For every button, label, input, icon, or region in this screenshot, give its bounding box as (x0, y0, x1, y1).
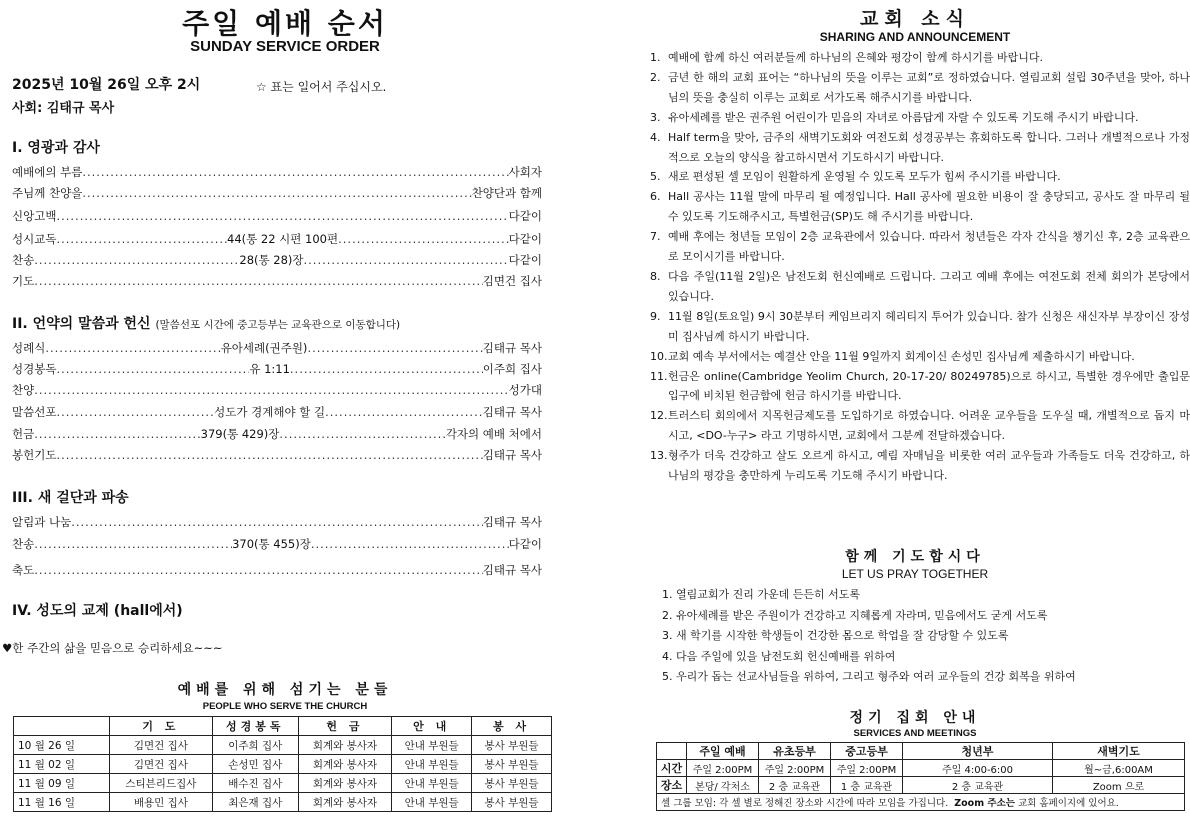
table-row: 시간 주일 2:00PM 주일 2:00PM 주일 2:00PM 주일 4:00-6:00 월~금,6:00AM (657, 760, 1185, 777)
order-item: 성례식 ..... 유아세례(권주원) ..... 김태규 목사 (12, 339, 542, 357)
table-header-row: 주일 예배 유초등부 중고등부 청년부 새벽기도 (657, 743, 1185, 760)
order-item: 알림과 나눔 ..... 김태규 목사 (12, 513, 542, 531)
servers-table (13, 716, 552, 812)
meetings-table (656, 742, 1185, 811)
order-item: 성시교독 ..... 44(통 22 시편 100편 ..... 다같이 (12, 230, 542, 248)
list-item: 8. 다음 주일(11월 2일)은 남전도회 헌신예배로 드립니다. 그리고 예배 후에는 여전도회 전체 회의가 본당에서 있습니다. (650, 269, 1190, 303)
list-item: 4. Half term을 맞아, 금주의 새벽기도회와 여전도회 성경공부는 휴회하도록 합니다. 그러나 개별적으로나 가정적으로 오늘의 양식을 참고하시면서 기도하시기 바랍니다. (650, 130, 1190, 164)
list-item: 5. 우리가 돕는 선교사님들을 위하여, 그리고 형주와 여러 교우들의 건강 회복을 위하여 (662, 670, 1076, 683)
list-item: 13. 형주가 더욱 건강하고 살도 오르게 하시고, 예림 자매님을 비롯한 여러 교우들과 가족들도 더욱 건강하고, 하나님의 평강을 충만하게 누리도록 기도해 주시기 바랍니다. (650, 449, 1190, 483)
order-item: 성경봉독 ..... 유 1:11 ..... 이주희 집사 (12, 360, 542, 378)
order-item: 축도 ..... 김태규 목사 (12, 561, 542, 579)
table-row: 장소 본당/ 각처소 2 층 교육관 1 층 교육관 2 층 교육관 Zoom 으로 (657, 777, 1185, 794)
order-item: 봉헌기도 ..... 김태규 목사 (12, 446, 542, 464)
stand-star-icon (12, 563, 13, 577)
section-heading: II. 언약의 말씀과 헌신 (말씀선포 시간에 중고등부는 교육관으로 이동합니다) (12, 316, 401, 332)
order-item: 찬송 ..... 28(통 28)장 ..... 다같이 (12, 251, 542, 269)
table-header-row: 기 도 성경봉독 헌 금 안 내 봉 사 (14, 717, 552, 736)
servers-title-en: PEOPLE WHO SERVE THE CHURCH (202, 701, 368, 712)
order-item: 찬양 ..... 성가대 (12, 381, 542, 399)
section-heading: III. 새 걸단과 파송 (12, 490, 129, 506)
prayer-title-en: LET US PRAY TOGETHER (841, 567, 989, 581)
service-order-title-en: SUNDAY SERVICE ORDER (190, 38, 380, 55)
table-row: 11 월 02 일 김면건 집사 손성민 집사 회계와 봉사자 안내 부원들 봉사 부원들 (14, 755, 552, 774)
list-item: 1. 예배에 함께 하신 여러분들께 하나님의 은혜와 평강이 함께 하시기를 바랍니다. (650, 51, 1043, 64)
servers-title: 예배를 위해 섬기는 분들 (177, 682, 393, 698)
list-item: 6. Hall 공사는 11월 말에 마무리 될 예정입니다. Hall 공사에 필요한 비용이 잘 충당되고, 공사도 잘 마무리 될 수 있도록 기도해주시고, 특별헌금(SP)도 해 주시기를 바랍니다. (650, 190, 1190, 224)
order-item: 말씀선포 ..... 성도가 경계해야 할 길 ..... 김태규 목사 (12, 403, 542, 421)
list-item: 2. 금년 한 해의 교회 표어는 “하나님의 뜻을 이루는 교회”로 정하였습니다. 열림교회 설립 30주년을 맞아, 하나님의 뜻을 충실히 이루는 교회로 서가도록 해주시기를 바랍니다. (650, 70, 1190, 104)
table-row (657, 794, 1185, 811)
order-item: 찬송 ..... 370(통 455)장 ..... 다같이 (12, 535, 542, 553)
blessing-message: ♥한 주간의 삶을 믿음으로 승리하세요~~~ (2, 641, 223, 655)
order-item: 기도 ..... 김면건 집사 (12, 272, 542, 290)
prayer-title: 함께 기도합시다 (845, 549, 985, 565)
list-item: 5. 새로 편성된 셀 모임이 원활하게 운영될 수 있도록 모두가 힘써 주시기를 바랍니다. (650, 170, 1061, 184)
table-row: 11 월 09 일 스티븐리드집사 배수진 집사 회계와 봉사자 안내 부원들 봉사 부원들 (14, 774, 552, 793)
service-order-title: 주일 예배 순서 (182, 7, 388, 40)
list-item: 2. 유아세례를 받은 주원이가 건강하고 지혜롭게 자라며, 믿음에서도 굳게 서도록 (662, 608, 1048, 622)
list-item: 11. 헌금은 online(Cambridge Yeolim Church, 20-17-20/ 80249785)으로 하시고, 특별한 경우에만 출입문 입구에 비치된 헌금함에 헌금 하시기를 바랍니다. (650, 369, 1190, 403)
list-item: 10. 교회 예속 부서에서는 예결산 안을 11월 9일까지 회계이신 손성민 집사님께 제출하시기 바랍니다. (650, 349, 1135, 363)
order-item: 예배에의 부름 ..... 사회자 (12, 163, 542, 181)
list-item: 1. 열림교회가 진리 가운데 든든히 서도록 (662, 588, 860, 601)
order-item: 신앙고백 ..... 다같이 (12, 207, 542, 225)
announcements-column (640, 0, 1190, 818)
service-order-column (0, 0, 560, 818)
announcements-title: 교회 소식 (859, 8, 971, 30)
table-row: 11 월 16 일 배용민 집사 최은재 집사 회계와 봉사자 안내 부원들 봉사 부원들 (14, 793, 552, 812)
section-heading: IV. 성도의 교제 (hall에서) (12, 603, 183, 619)
list-item: 4. 다음 주일에 있을 남전도회 헌신예배를 위하여 (662, 649, 896, 663)
meetings-title-en: SERVICES AND MEETINGS (853, 728, 977, 739)
list-item: 3. 새 학기를 시작한 학생들이 건강한 몸으로 학업을 잘 감당할 수 있도록 (662, 629, 1009, 642)
order-item: 헌금 ..... 379(통 429)장 ..... 각자의 예배 처에서 (12, 425, 542, 443)
table-row: 10 월 26 일 김면건 집사 이주희 집사 회계와 봉사자 안내 부원들 봉사 부원들 (14, 736, 552, 755)
announcement-list (650, 48, 1190, 486)
meetings-title: 정기 집회 안내 (849, 710, 981, 726)
order-item: 주님께 찬양을 ..... 찬양단과 함께 (12, 184, 542, 202)
list-item: 9. 11월 8일(토요일) 9시 30분부터 케임브리지 헤리티지 투어가 있습니다. 참가 신청은 새신자부 부장이신 장성미 집사님께 하시기 바랍니다. (650, 309, 1190, 343)
section-note: (말씀선포 시간에 중고등부는 교육관으로 이동합니다) (155, 319, 401, 331)
service-date: 2025년 10월 26일 오후 2시 (12, 77, 201, 93)
meetings-note: 셀 그룹 모임: 각 셀 별로 정해진 장소와 시간에 따라 모임을 가집니다. Zoom 주소는 교회 홈페이지에 있어요. (657, 794, 1185, 811)
list-item: 12. 트러스티 회의에서 지목헌금제도를 도입하기로 하였습니다. 어려운 교우들을 도우실 때, 개별적으로 돕지 마시고, <DO-누구> 라고 기명하시면, 교회에서 그분께 전달하겠습니다. (650, 409, 1190, 443)
stand-star-icon (12, 165, 13, 179)
section-heading: I. 영광과 감사 (12, 140, 100, 156)
list-item: 3. 유아세례를 받은 권주원 어린이가 믿음의 자녀로 아름답게 자랄 수 있도록 기도해 주시기 바랍니다. (650, 110, 1139, 124)
prayer-list (662, 585, 1182, 688)
stand-star-icon (12, 537, 13, 551)
list-item: 7. 예배 후에는 청년들 모임이 2층 교육관에서 있습니다. 따라서 청년들은 각자 간식을 챙기신 후, 2층 교육관으로 모이시기를 바랍니다. (650, 230, 1190, 264)
stand-note: ☆ 표는 일어서 주십시오. (256, 80, 387, 94)
presider: 사회: 김태규 목사 (12, 101, 115, 116)
announcements-title-en: SHARING AND ANNOUNCEMENT (819, 30, 1011, 44)
